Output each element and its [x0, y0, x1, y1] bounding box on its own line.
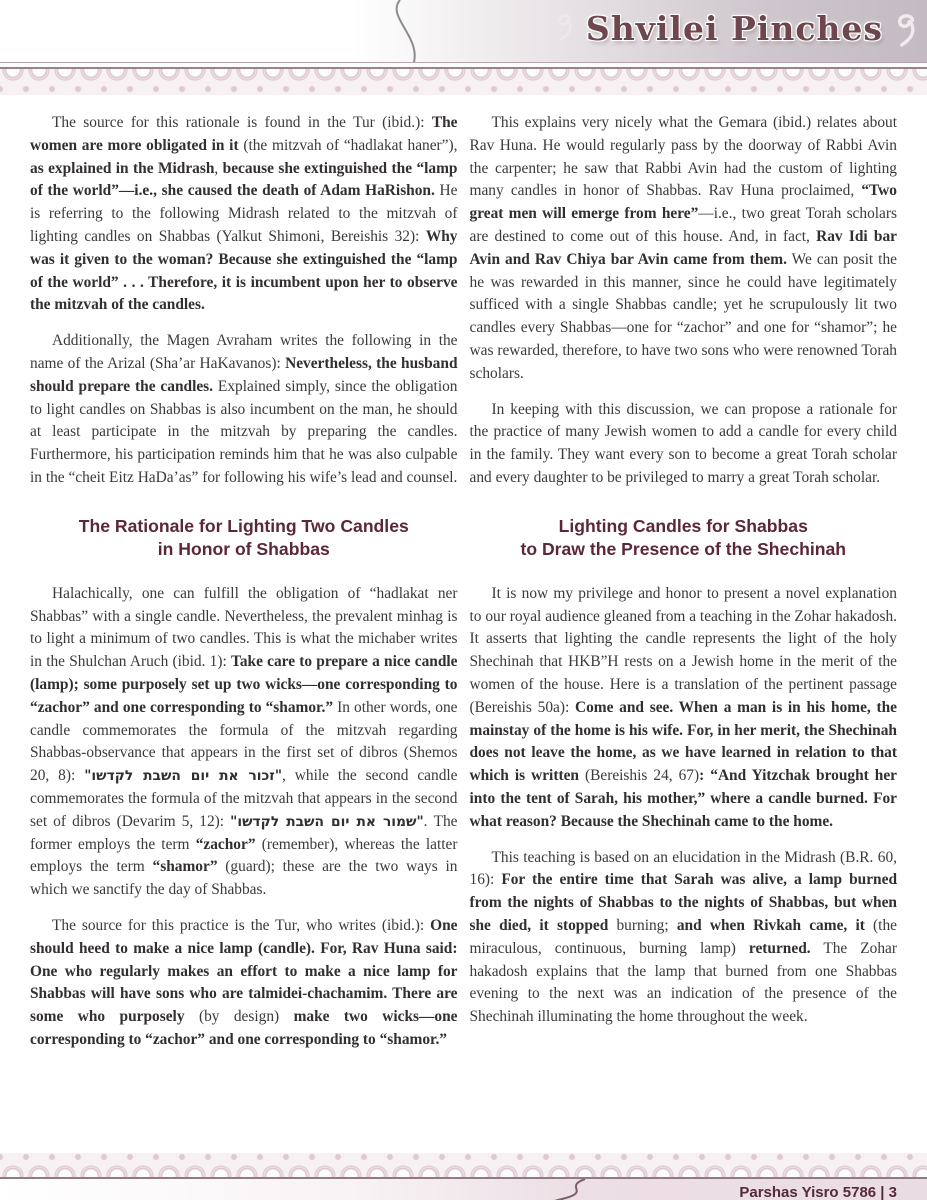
left-paragraph-4: The source for this practice is the Tur, who writes (ibid.): One should heed to make a nice lamp (candle). For, Rav Huna said: One who regularly makes an effort to make a nice lamp for Shabbas will have sons who are talmidei-chachamim. There are some who purposely (by design) make two wicks—one corresponding to “zachor” and one corresponding to “shamor.”: [30, 916, 458, 1048]
page-footer: [0, 1179, 927, 1200]
right-paragraph-2: In keeping with this discussion, we can propose a rationale for the practice of many Jewish women to add a candle for every child in the family. They want every son to become a great Torah scholar and every daughter to be privileged to marry a great Torah scholar.: [469, 400, 897, 486]
ornamental-border-bottom: [0, 1153, 927, 1177]
section-heading-line: Lighting Candles for Shabbas: [558, 515, 808, 536]
section-heading-line: in Honor of Shabbas: [157, 538, 330, 559]
right-paragraph-4: This teaching is based on an elucidation in the Midrash (B.R. 60, 16): For the entire time that Sarah was alive, a lamp burned from the nights of Shabbas to the nights of Shabbas, but when she died, it stopped burning; and when Rivkah came, it (the miraculous, continuous, burning lamp) returned. The Zohar hakadosh explains that the lamp that burned from one Shabbas evening to the next was an indication of the presence of the Shechinah illuminating the home throughout the week.: [469, 848, 898, 1026]
section-heading-line: The Rationale for Lighting Two Candles: [78, 515, 409, 536]
article-body: [0, 95, 927, 1153]
page-footer-text: Parshas Yisro 5786 | 3: [739, 1184, 897, 1200]
left-paragraph-1: The source for this rationale is found in the Tur (ibid.): The women are more obligated in it (the mitzvah of “hadlakat haner”), as explained in the Midrash, because she extinguished the “lamp of the world”—i.e., she caused the death of Adam HaRishon. He is referring to the following Midrash related to the mitzvah of lighting candles on Shabbas (Yalkut Shimoni, Bereishis 32): Why was it given to the woman? Because she extinguished the “lamp of the world” . . . Therefore, it is incumbent upon her to observe the mitzvah of the candles.: [30, 114, 458, 314]
header-swirl-right-icon: [891, 12, 919, 53]
section-heading-right: [470, 515, 898, 561]
page-title: Shvilei Pinches: [585, 9, 883, 48]
section-heading-left: [30, 515, 458, 561]
right-paragraph-1: This explains very nicely what the Gemara (ibid.) relates about Rav Huna. He would regularly pass by the doorway of Rabbi Avin the carpenter; he saw that Rabbi Avin had the custom of lighting many candles in honor of Shabbas. Rav Huna proclaimed, “Two great men will emerge from here”—i.e., two great Torah scholars are destined to come out of this house. And, in fact, Rav Idi bar Avin and Rav Chiya bar Avin came from them. We can posit the he was rewarded in this manner, since he could have legitimately sufficed with a single Shabbas candle; yet he scrupulously lit two candles every Shabbas—one for “zachor” and one for “shamor”; he was rewarded, therefore, to have two sons who were renowned Torah scholars.: [469, 114, 897, 382]
ornamental-border-top: [0, 69, 927, 95]
header-swirl-left-icon: [553, 12, 575, 47]
page-header: [0, 0, 927, 62]
header-rule: [0, 62, 927, 69]
section-heading-line: to Draw the Presence of the Shechinah: [520, 538, 847, 559]
column-right: [470, 112, 898, 1153]
column-left: [30, 112, 458, 1153]
left-paragraph-3: Halachically, one can fulfill the obligation of “hadlakat ner Shabbas” with a single candle. Nevertheless, the prevalent minhag is to light a minimum of two candles. This is what the michaber writes in the Shulchan Aruch (ibid. 1): Take care to prepare a nice candle (lamp); some purposely set up two wicks—one corresponding to “zachor” and one corresponding to “shamor.” In other words, one candle commemorates the formula of the mitzvah regarding Shabbas-observance that appears in the first set of dibros (Shemos 20, 8): "זכור את יום השבת לקדשו", while the second candle commemorates the formula of the mitzvah that appears in the second set of dibros (Devarim 5, 12): "שמור את יום השבת לקדשו". The former employs the term “zachor” (remember), whereas the latter employs the term “shamor” (guard); these are the two ways in which we sanctify the day of Shabbas.: [30, 584, 458, 899]
right-paragraph-3: It is now my privilege and honor to present a novel explanation to our royal audience gleaned from a teaching in the Zohar hakadosh. It asserts that lighting the candle represents the light of the holy Shechinah that HKB”H rests on a Jewish home in the merit of the women of the house. Here is a translation of the pertinent passage (Bereishis 50a): Come and see. When a man is in his home, the mainstay of the home is his wife. For, in her merit, the Shechinah does not leave the home, as we have learned in relation to that which is written (Bereishis 24, 67): “And Yitzchak brought her into the tent of Sarah, his mother,” where a candle burned. For what reason? Because the Shechinah came to the home.: [469, 584, 898, 830]
left-paragraph-2: Additionally, the Magen Avraham writes the following in the name of the Arizal (Sha’ar HaKavanos): Nevertheless, the husband should prepare the candles. Explained simply, since the obligation to light candles on Shabbas is also incumbent on the man, he should at least participate in the mitzvah by preparing the candles. Furthermore, his participation reminds him that he was also culpable in the “cheit Eitz HaDa’as” for following his wife’s lead and counsel.: [30, 332, 458, 486]
